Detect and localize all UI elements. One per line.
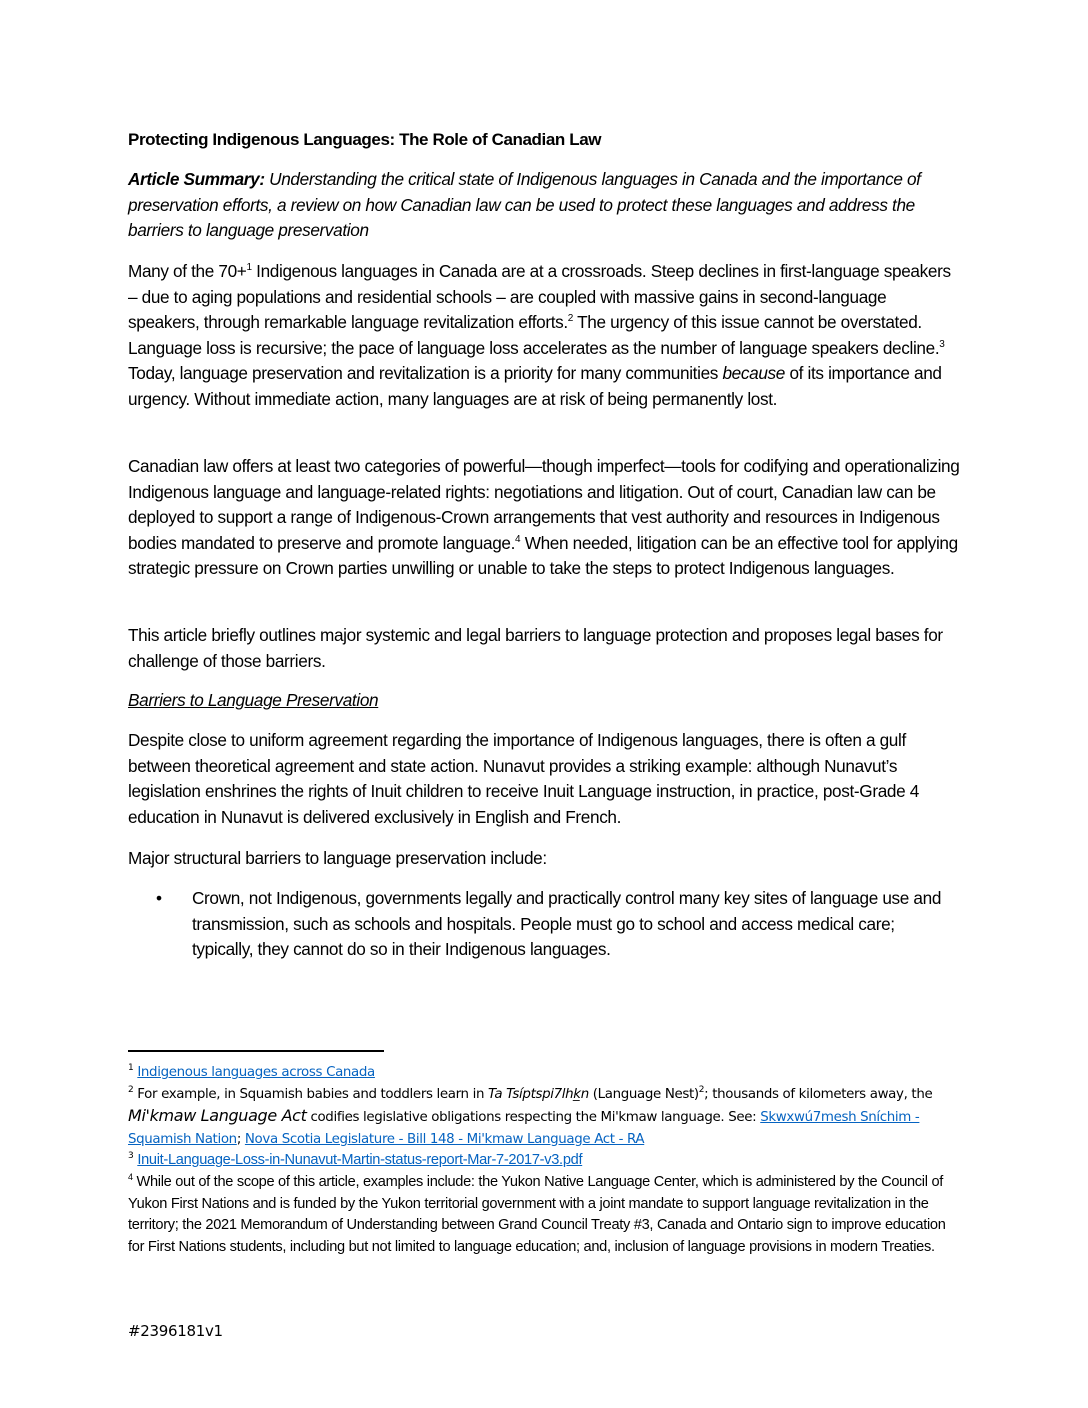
text-span: For example, in Squamish babies and toddlers learn in [133, 1086, 488, 1102]
article-summary [128, 167, 960, 244]
footnote-number: 2 [128, 1084, 134, 1095]
text-span: codifies legislative obligations respecting the Mi'kmaw language. See: [306, 1110, 761, 1126]
paragraph-nunavut: Despite close to uniform agreement regarding the importance of Indigenous languages, there is often a gulf between theoretical agreement and state action. Nunavut provides a striking example: although Nunavut’s legislation enshrines the rights of Inuit children to receive Inuit Language instruction, in practice, post-Grade 4 education in Nunavut is delivered exclusively in English and French. [128, 730, 919, 827]
text-span: The urgency of this issue cannot be overstated. Language loss is recursive; the pace of language loss accelerates as the number of language speakers decline. [128, 312, 940, 358]
footnote-ref-1[interactable]: 1 [246, 262, 252, 273]
paragraph-intro [128, 259, 960, 413]
section-heading: Barriers to Language Preservation [128, 690, 379, 710]
footnote-number: 4 [128, 1171, 133, 1182]
footnote-separator [128, 1050, 384, 1052]
nova-scotia-bill-link[interactable]: Nova Scotia Legislature - Bill 148 - Mi'kmaw Language Act - RA [244, 1131, 645, 1147]
footnote-ref-2: 2 [698, 1084, 705, 1095]
text-span: ; thousands of kilometers away, the [704, 1086, 933, 1102]
footnote-ref-2[interactable]: 2 [567, 313, 574, 325]
text-span: Today, language preservation and revitalization is a priority for many communities [128, 363, 723, 384]
footnote-3-link[interactable]: Inuit-Language-Loss-in-Nunavut-Martin-status-report-Mar-7-2017-v3.pdf [137, 1152, 583, 1169]
bullet-list [128, 886, 960, 963]
text-span: Canadian law offers at least two categories of powerful—though imperfect—tools for codifying and operationalizing Indigenous language and language-related rights: negotiations and litigation. Out of court, Canadian law can be deployed to support a range of Indigenous-Crown arrangements that vest authority and resources in Indigenous bodies mandated to preserve and promote language. [128, 456, 960, 553]
list-item-text: Crown, not Indigenous, governments legally and practically control many key sites of language use and transmission, such as schools and hospitals. People must go to school and access medical care; typically, they cannot do so in their Indigenous languages. [192, 888, 942, 960]
paragraph-canadian-law [128, 454, 960, 582]
paragraph-barriers-intro: Major structural barriers to language preservation include: [128, 848, 547, 868]
squamish-nation-link[interactable]: Skwxwú7mesh Sníchim - Squamish Nation [128, 1110, 920, 1147]
footnote-3 [128, 1150, 964, 1172]
text-span: ; [236, 1131, 245, 1147]
list-item [128, 886, 960, 963]
text-span: Many of the 70+ [128, 261, 247, 281]
footnotes [128, 1062, 964, 1258]
footnote-1-link[interactable]: Indigenous languages across Canada [137, 1065, 375, 1080]
page-title: Protecting Indigenous Languages: The Role of Canadian Law [128, 130, 602, 149]
text-span: Indigenous languages in Canada are at a crossroads. Steep declines in first-language speakers – due to aging populations and residential schools – are coupled with massive gains in second-language speakers, through remarkable language revitalization efforts. [128, 261, 951, 333]
footnote-1 [128, 1062, 964, 1084]
act-name: Mi'kmaw Language Act [128, 1106, 307, 1126]
bullet-icon: • [156, 888, 162, 908]
footnote-4 [128, 1172, 964, 1258]
text-span: (Language Nest) [588, 1086, 699, 1102]
footnote-number: 3 [128, 1151, 134, 1162]
paragraph-outline: This article briefly outlines major systemic and legal barriers to language protection and proposes legal bases for challenge of those barriers. [128, 625, 943, 671]
footnote-number: 1 [128, 1063, 134, 1073]
document-id: #2396181v1 [128, 1322, 223, 1340]
footnote-2 [128, 1084, 964, 1151]
text-span: When needed, litigation can be an effective tool for applying strategic pressure on Crown parties unwilling or unable to take the steps to protect Indigenous languages. [128, 532, 958, 579]
emphasis-text: because [722, 363, 786, 384]
summary-label: Article Summary: [128, 169, 265, 189]
footnote-4-text: While out of the scope of this article, examples include: the Yukon Native Language Center, which is administered by the Council of Yukon First Nations and is funded by the Yukon territorial government with a joint mandate to support language revitalization in the territory; the 2021 Memorandum of Understanding between Grand Council Treaty #3, Canada and Ontario sign to improve education for First Nations students, including but not limited to language education; and, inclusion of language provisions in modern Treaties. [128, 1173, 946, 1255]
summary-text: Understanding the critical state of Indigenous languages in Canada and the importance of preservation efforts, a review on how Canadian law can be used to protect these languages and address the barriers to language preservation [128, 169, 921, 241]
footnote-ref-3[interactable]: 3 [939, 338, 945, 350]
footnote-ref-4[interactable]: 4 [515, 533, 521, 545]
language-nest-name: Ta Tsíptspi7lhk̲n [488, 1086, 589, 1102]
text-span: of its importance and urgency. Without immediate action, many languages are at risk of being permanently lost. [128, 363, 942, 409]
